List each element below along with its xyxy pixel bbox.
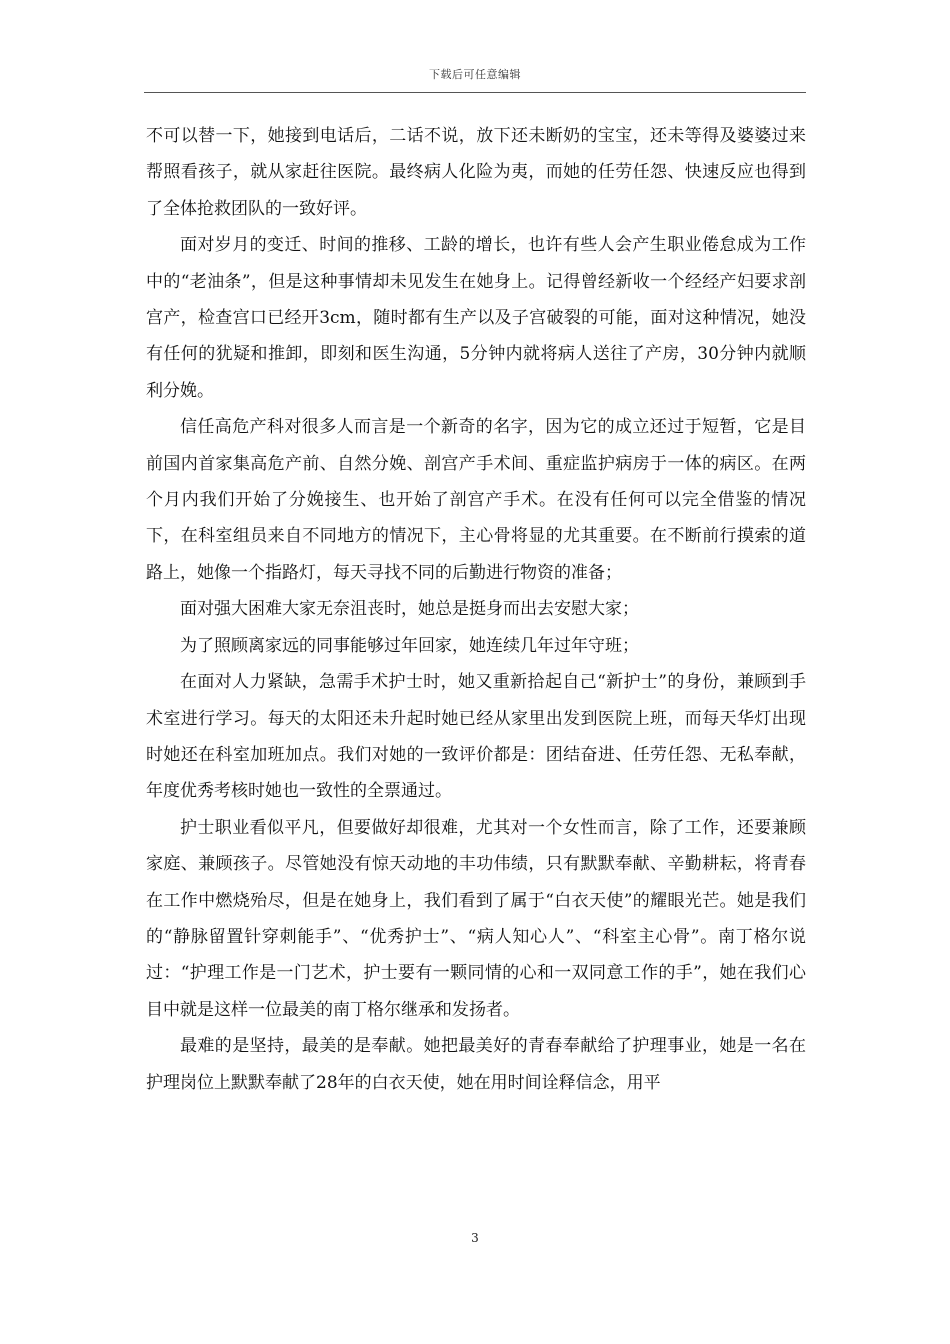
paragraph: 最难的是坚持，最美的是奉献。她把最美好的青春奉献给了护理事业，她是一名在护理岗位上默默奉献了28年的白衣天使，她在用时间诠释信念，用平: [146, 1036, 806, 1093]
paragraph: 面对强大困难大家无奈沮丧时，她总是挺身而出去安慰大家；: [180, 599, 639, 620]
paragraph: 为了照顾离家远的同事能够过年回家，她连续几年过年守班；: [180, 635, 639, 656]
page-number: 3: [471, 1231, 479, 1245]
document-body: [146, 118, 806, 1101]
page-header: 下载后可任意编辑: [429, 68, 521, 81]
header-divider: [144, 92, 806, 93]
paragraph: 在面对人力紧缺，急需手术护士时，她又重新拾起自己“新护士”的身份，兼顾到手术室进行学习。每天的太阳还未升起时她已经从家里出发到医院上班，而每天华灯出现时她还在科室加班加点。我们对她的一致评价都是：团结奋进、任劳任怨、无私奉献，年度优秀考核时她也一致性的全票通过。: [146, 672, 806, 802]
paragraph: 面对岁月的变迁、时间的推移、工龄的增长，也许有些人会产生职业倦怠成为工作中的“老油条”，但是这种事情却未见发生在她身上。记得曾经新收一个经经产妇要求剖宫产，检查宫口已经开3cm，随时都有生产以及子宫破裂的可能，面对这种情况，她没有任何的犹疑和推卸，即刻和医生沟通，5分钟内就将病人送往了产房，30分钟内就顺利分娩。: [146, 235, 806, 401]
paragraph: 信任高危产科对很多人而言是一个新奇的名字，因为它的成立还过于短暂，它是目前国内首家集高危产前、自然分娩、剖宫产手术间、重症监护病房于一体的病区。在两个月内我们开始了分娩接生、也开始了剖宫产手术。在没有任何可以完全借鉴的情况下，在科室组员来自不同地方的情况下，主心骨将显的尤其重要。在不断前行摸索的道路上，她像一个指路灯，每天寻找不同的后勤进行物资的准备；: [146, 417, 806, 583]
paragraph: 护士职业看似平凡，但要做好却很难，尤其对一个女性而言，除了工作，还要兼顾家庭、兼顾孩子。尽管她没有惊天动地的丰功伟绩，只有默默奉献、辛勤耕耘，将青春在工作中燃烧殆尽，但是在她身上，我们看到了属于“白衣天使”的耀眼光芒。她是我们的“静脉留置针穿刺能手”、“优秀护士”、“病人知心人”、“科室主心骨”。南丁格尔说过：“护理工作是一门艺术，护士要有一颗同情的心和一双同意工作的手”，她在我们心目中就是这样一位最美的南丁格尔继承和发扬者。: [146, 817, 806, 1020]
paragraph-continued: 不可以替一下，她接到电话后，二话不说，放下还未断奶的宝宝，还未等得及婆婆过来帮照看孩子，就从家赶往医院。最终病人化险为夷，而她的任劳任怨、快速反应也得到了全体抢救团队的一致好评。: [146, 126, 806, 219]
